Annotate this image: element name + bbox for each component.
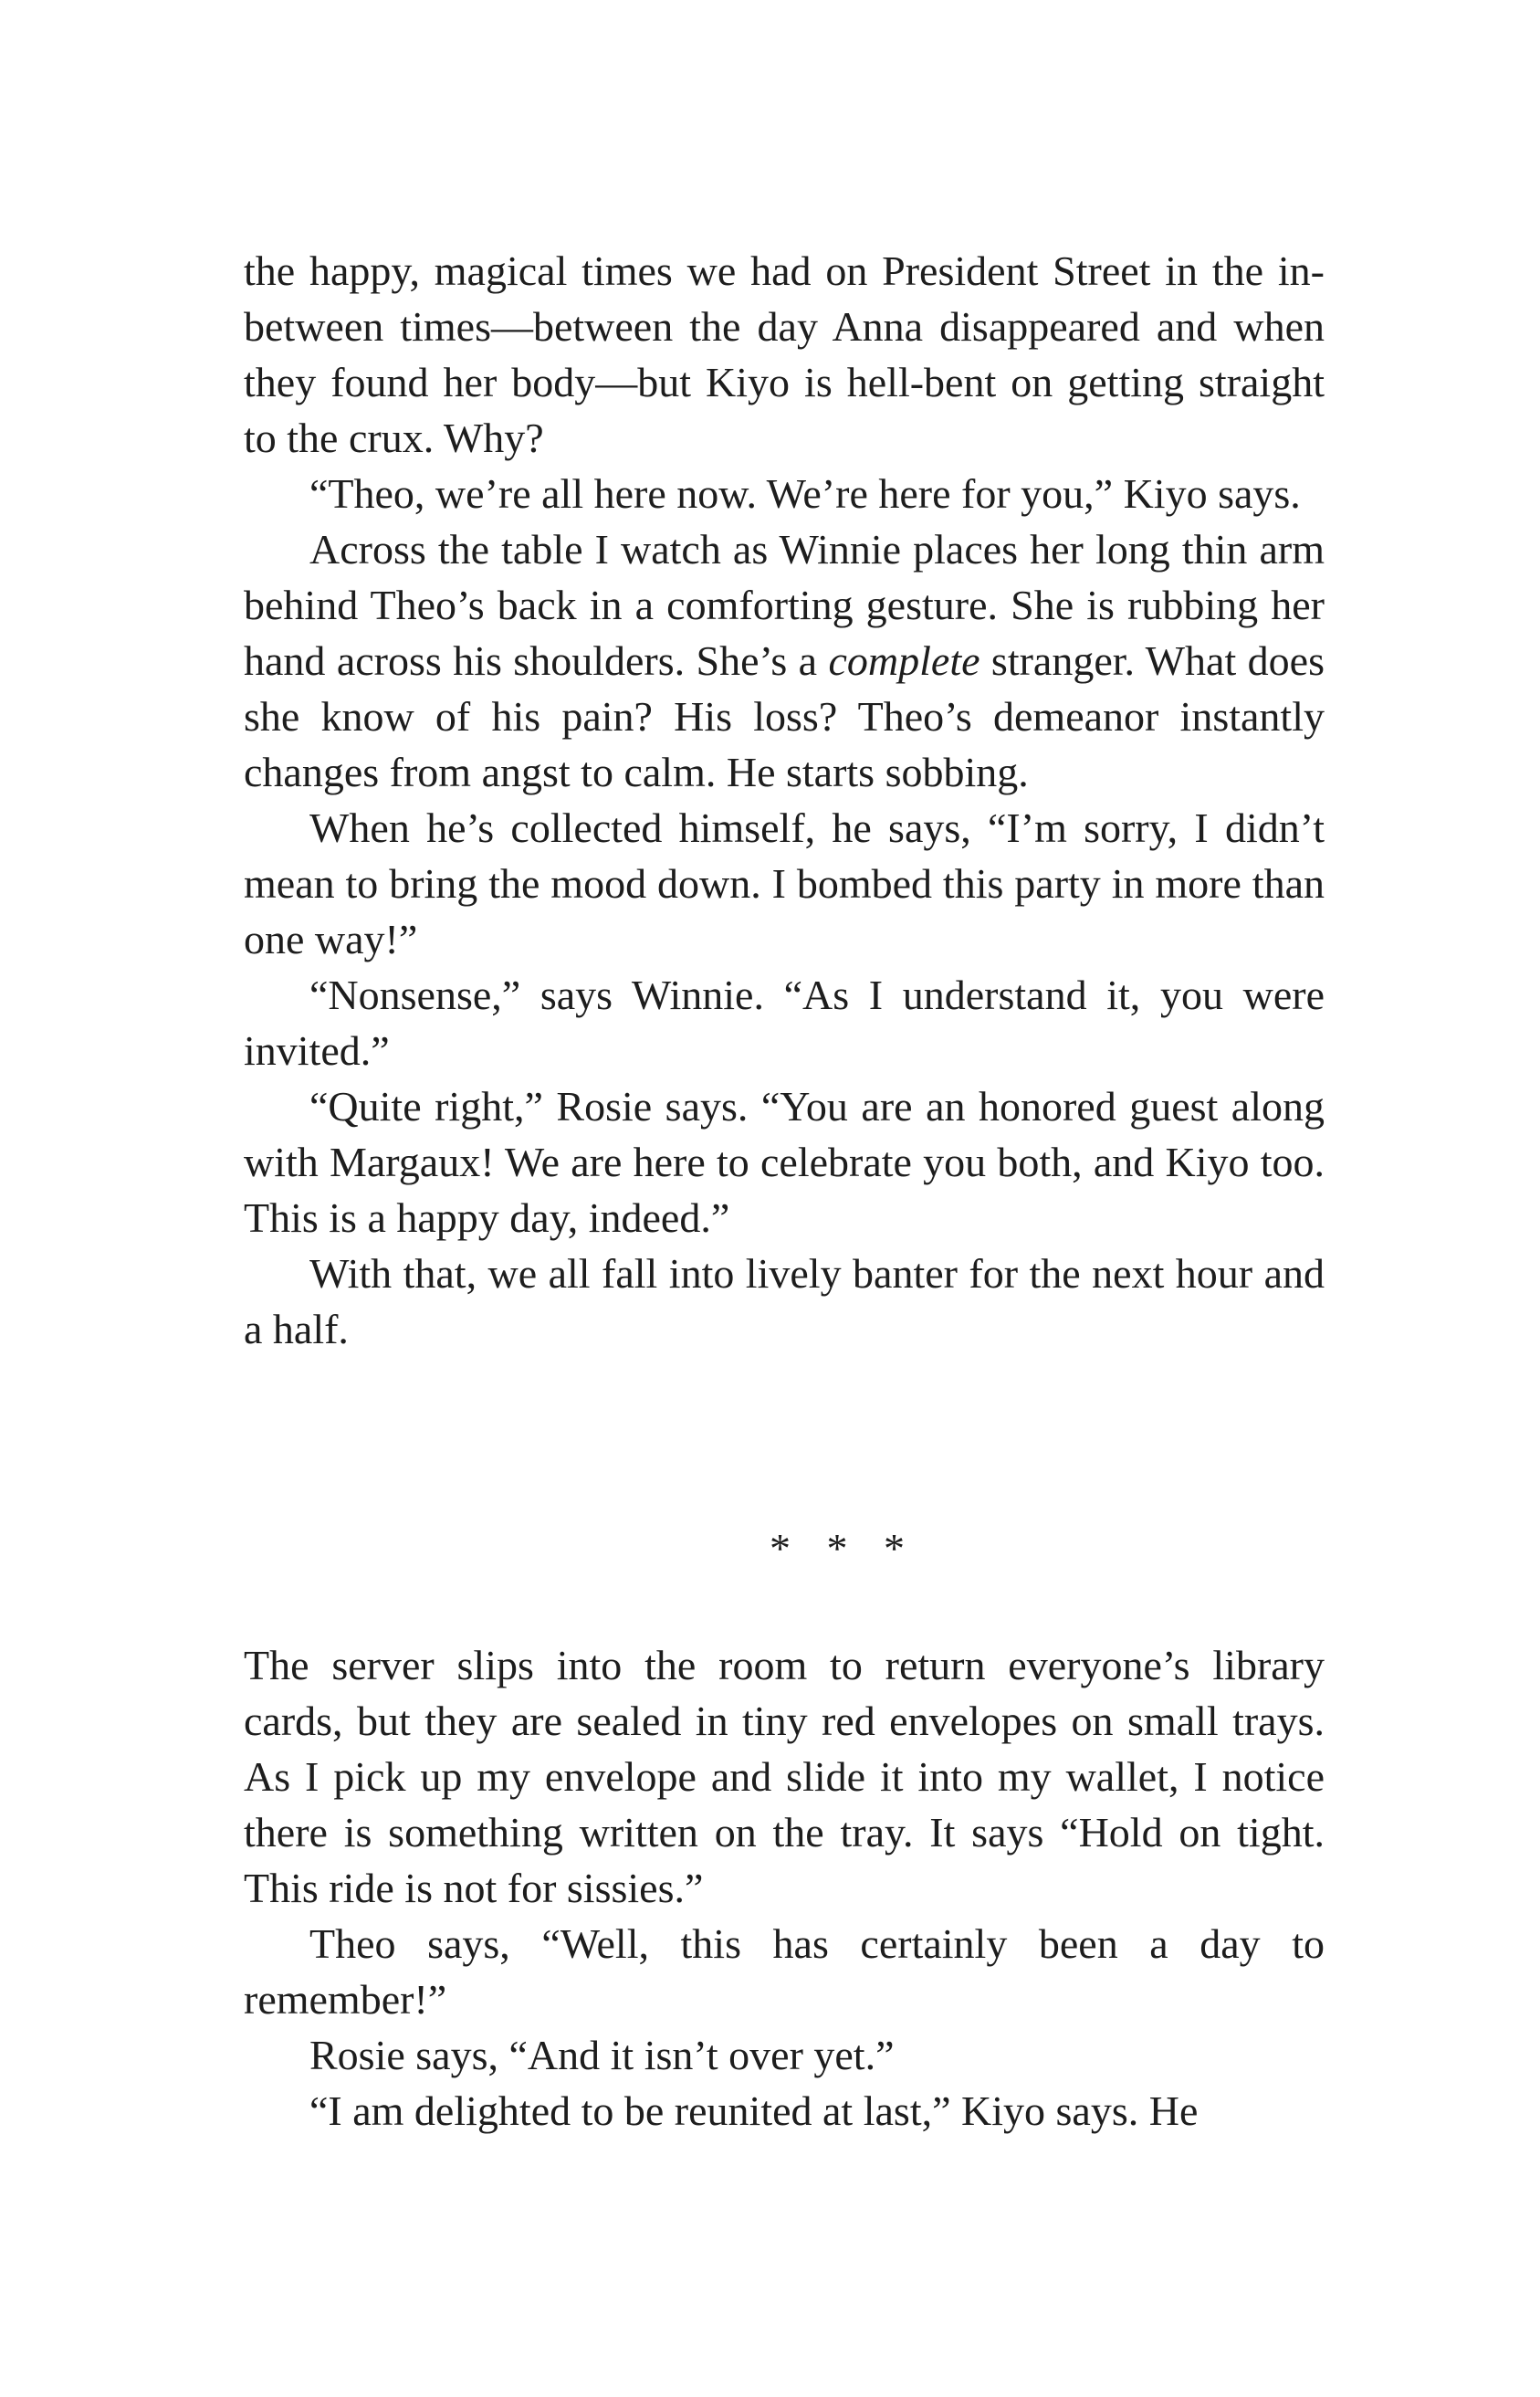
paragraph: “Theo, we’re all here now. We’re here for you,” Kiyo says. (309, 470, 1301, 517)
paragraph: “Quite right,” Rosie says. “You are an honored guest along with Margaux! We are here to celebrate you both, and Kiyo too. This is a happy day, indeed.” (244, 1083, 1325, 1241)
paragraph: Theo says, “Well, this has certainly been a day to remember!” (244, 1920, 1325, 2023)
paragraph-text: Across the table I watch as Winnie places her long thin arm behind Theo’s back in a comforting gesture. She is rubbing her hand across his shoulders. She’s a (244, 526, 1325, 684)
paragraph: the happy, magical times we had on President Street in the in-between times—between the day Anna disappeared and when they found her body—but Kiyo is hell-bent on getting straight to the crux. Why? (244, 247, 1325, 461)
paragraph: “I am delighted to be reunited at last,” Kiyo says. He (309, 2087, 1199, 2134)
paragraph-text: stranger. What does she know of his pain? His loss? Theo’s demeanor instantly changes from angst to calm. He starts sobbing. (244, 637, 1325, 795)
paragraph: With that, we all fall into lively banter for the next hour and a half. (244, 1250, 1325, 1352)
paragraph (244, 521, 1325, 800)
text-section-2 (244, 1637, 1325, 2139)
paragraph: “Nonsense,” says Winnie. “As I understand it, you were invited.” (244, 972, 1325, 1074)
scene-break: * * * (770, 1525, 917, 1572)
paragraph: When he’s collected himself, he says, “I’m sorry, I didn’t mean to bring the mood down. I bombed this party in more than one way!” (244, 804, 1325, 962)
paragraph: Rosie says, “And it isn’t over yet.” (309, 2032, 895, 2078)
paragraph: The server slips into the room to return everyone’s library cards, but they are sealed in tiny red envelopes on small trays. As I pick up my envelope and slide it into my wallet, I notice there is something written on the tray. It says “Hold on tight. This ride is not for sissies.” (244, 1642, 1325, 1911)
text-section-1 (244, 243, 1325, 1357)
emphasis-text: complete (828, 637, 980, 684)
